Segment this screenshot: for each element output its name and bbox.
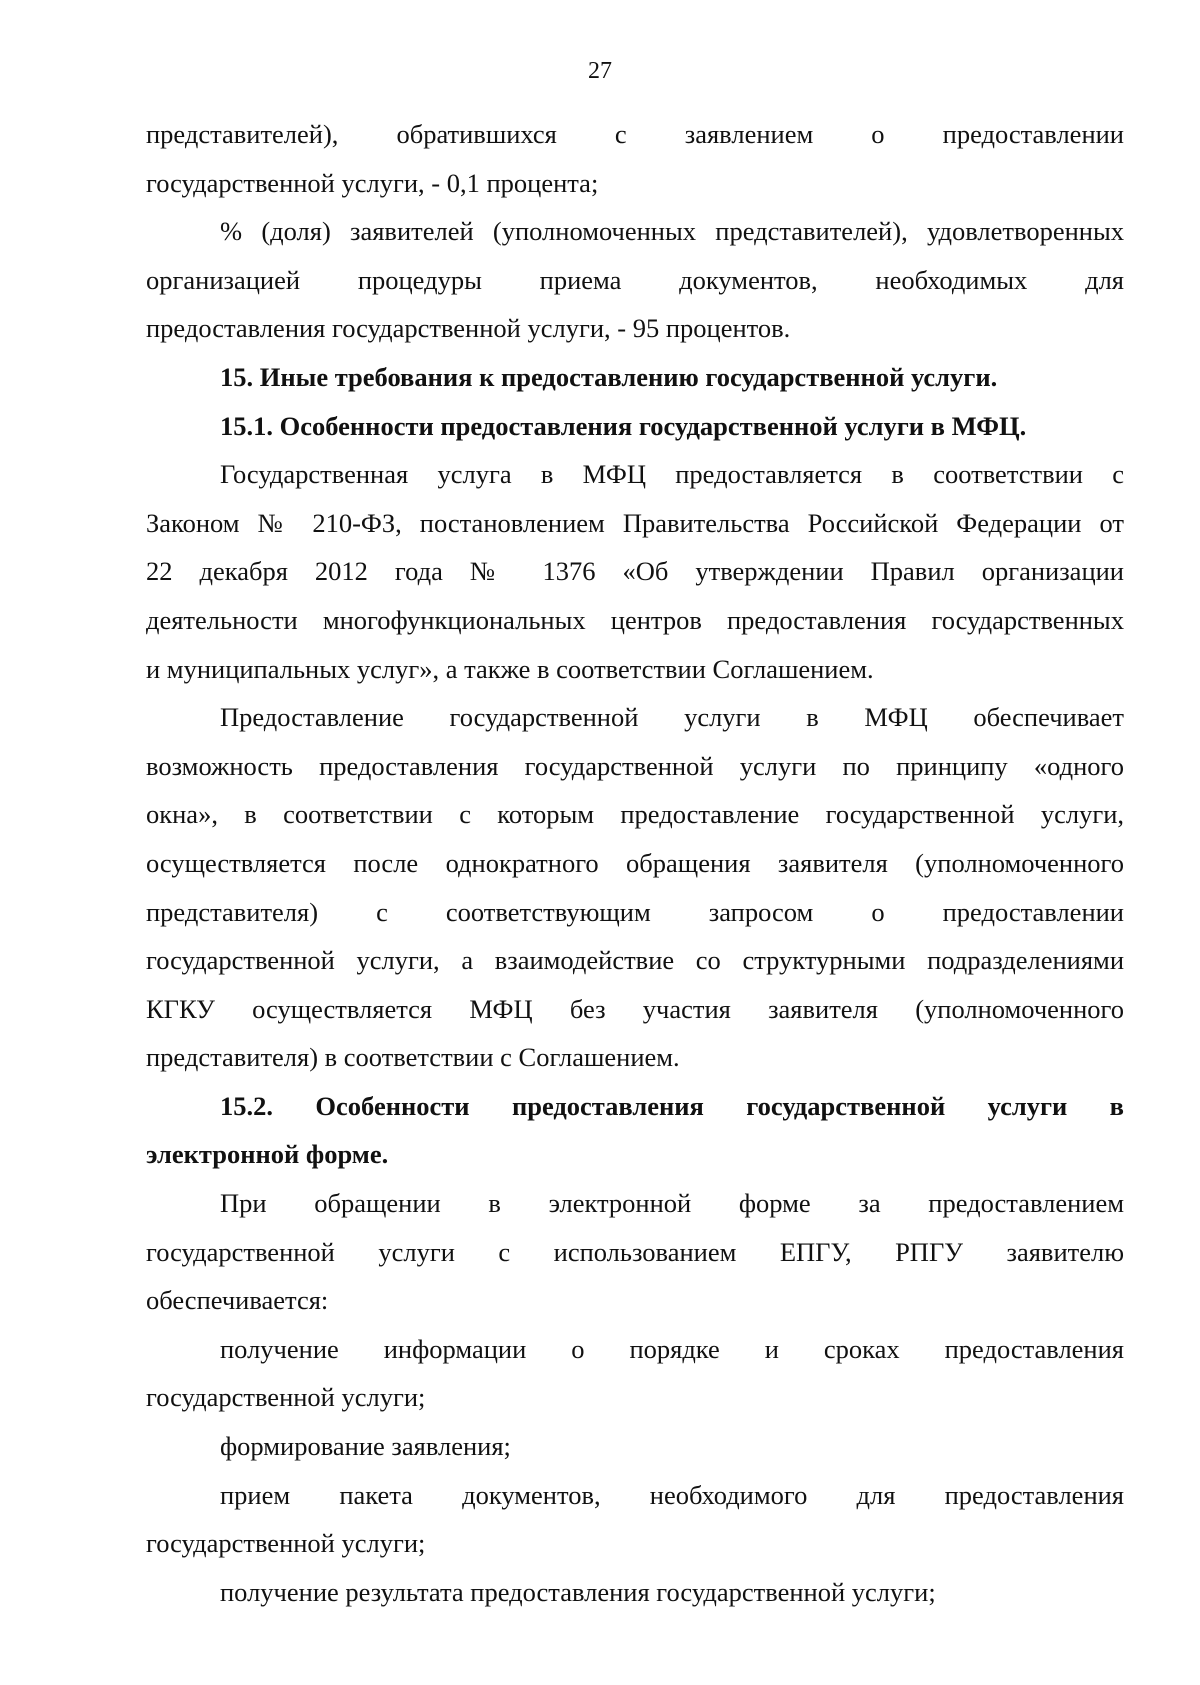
text-line: получение информации о порядке и сроках предоставления <box>220 1333 1124 1364</box>
subsection-heading <box>146 1082 1124 1179</box>
text-line: Предоставление государственной услуги в МФЦ обеспечивает <box>220 702 1124 733</box>
text-line: осуществляется после однократного обращения заявителя (уполномоченного <box>146 847 1124 878</box>
list-item <box>146 1325 1124 1422</box>
text-line: и муниципальных услуг», а также в соответствии Соглашением. <box>146 653 874 684</box>
text-line: окна», в соответствии с которым предоставление государственной услуги, <box>146 799 1124 830</box>
text-line: Законом № 210-ФЗ, постановлением Правительства Российской Федерации от <box>146 507 1124 538</box>
paragraph <box>146 207 1124 353</box>
text-line: возможность предоставления государственной услуги по принципу «одного <box>146 750 1124 781</box>
text-line: 22 декабря 2012 года № 1376 «Об утверждении Правил организации <box>146 556 1124 587</box>
text-line: государственной услуги, а взаимодействие со структурными подразделениями <box>146 945 1124 976</box>
text-line: обеспечивается: <box>146 1285 329 1316</box>
page-number: 27 <box>588 58 612 84</box>
text-line: предоставления государственной услуги, - 95 процентов. <box>146 313 791 344</box>
text-line: государственной услуги; <box>146 1528 426 1559</box>
text-line: прием пакета документов, необходимого для предоставления <box>220 1479 1124 1510</box>
text-line: организацией процедуры приема документов, необходимых для <box>146 264 1124 295</box>
heading-line: электронной форме. <box>146 1139 389 1170</box>
paragraph <box>146 450 1124 693</box>
list-item: формирование заявления; <box>220 1431 511 1462</box>
text-line: % (доля) заявителей (уполномоченных представителей), удовлетворенных <box>220 216 1124 247</box>
text-line: При обращении в электронной форме за предоставлением <box>220 1188 1124 1219</box>
subsection-heading: 15.1. Особенности предоставления государственной услуги в МФЦ. <box>220 410 1027 441</box>
document-body <box>146 110 1124 1616</box>
text-line: деятельности многофункциональных центров предоставления государственных <box>146 604 1124 635</box>
text-line: представителя) с соответствующим запросом о предоставлении <box>146 896 1124 927</box>
paragraph <box>146 1179 1124 1325</box>
text-line: КГКУ осуществляется МФЦ без участия заявителя (уполномоченного <box>146 993 1124 1024</box>
text-line: представителя) в соответствии с Соглашением. <box>146 1042 680 1073</box>
paragraph <box>146 110 1124 207</box>
paragraph <box>146 693 1124 1082</box>
text-line: государственной услуги; <box>146 1382 426 1413</box>
text-line: государственной услуги, - 0,1 процента; <box>146 167 599 198</box>
section-heading: 15. Иные требования к предоставлению государственной услуги. <box>220 361 998 392</box>
list-item: получение результата предоставления государственной услуги; <box>220 1576 936 1607</box>
text-line: государственной услуги с использованием ЕПГУ, РПГУ заявителю <box>146 1236 1124 1267</box>
heading-line: 15.2. Особенности предоставления государственной услуги в <box>220 1090 1124 1121</box>
list-item <box>146 1471 1124 1568</box>
text-line: представителей), обратившихся с заявлением о предоставлении <box>146 119 1124 149</box>
text-line: Государственная услуга в МФЦ предоставляется в соответствии с <box>220 459 1124 490</box>
